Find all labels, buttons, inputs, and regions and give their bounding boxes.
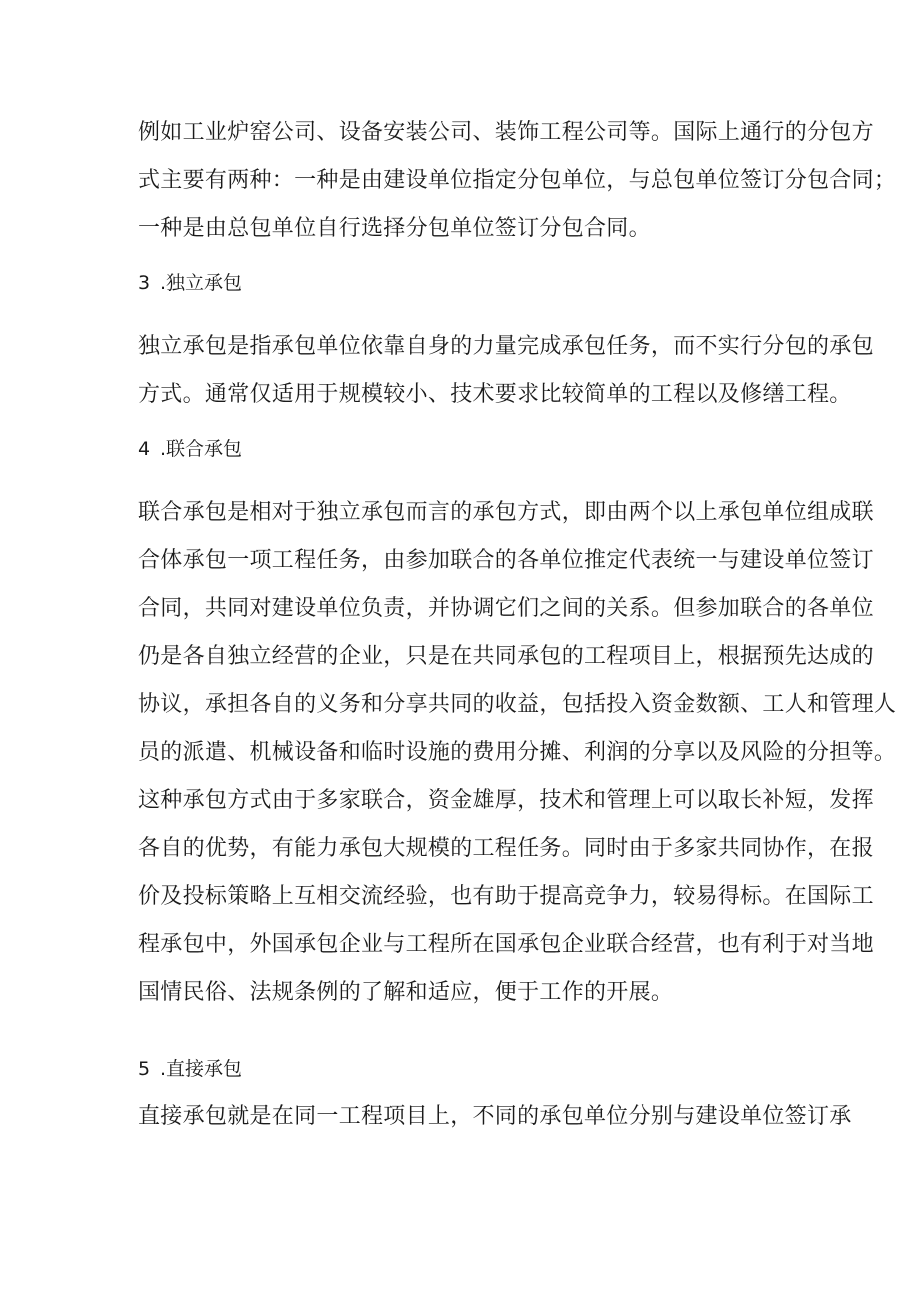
paragraph-line: 合同，共同对建设单位负责，并协调它们之间的关系。但参加联合的各单位 <box>138 596 874 621</box>
paragraph-line: 价及投标策略上互相交流经验，也有助于提高竞争力，较易得标。在国际工 <box>138 884 874 909</box>
section-heading-3 <box>138 269 242 297</box>
section-title: .独立承包 <box>160 272 243 294</box>
paragraph-line: 方式。通常仅适用于规模较小、技术要求比较简单的工程以及修缮工程。 <box>138 382 852 407</box>
section-number: 5 <box>138 1058 151 1080</box>
paragraph-line: 协议，承担各自的义务和分享共同的收益，包括投入资金数额、工人和管理人 <box>138 692 897 717</box>
paragraph-line: 联合承包是相对于独立承包而言的承包方式，即由两个以上承包单位组成联 <box>138 500 874 525</box>
paragraph-line: 直接承包就是在同一工程项目上，不同的承包单位分别与建设单位签订承 <box>138 1104 852 1129</box>
section-number: 3 <box>138 272 151 294</box>
paragraph-line: 独立承包是指承包单位依靠自身的力量完成承包任务，而不实行分包的承包 <box>138 334 874 359</box>
paragraph-line: 式主要有两种：一种是由建设单位指定分包单位，与总包单位签订分包合同； <box>138 168 897 193</box>
section-title: .直接承包 <box>160 1058 243 1080</box>
paragraph-line: 这种承包方式由于多家联合，资金雄厚，技术和管理上可以取长补短，发挥 <box>138 788 874 813</box>
paragraph-line: 仍是各自独立经营的企业，只是在共同承包的工程项目上，根据预先达成的 <box>138 644 874 669</box>
section-heading-4 <box>138 435 242 463</box>
paragraph-line: 合体承包一项工程任务，由参加联合的各单位推定代表统一与建设单位签订 <box>138 548 874 573</box>
paragraph-line: 例如工业炉窑公司、设备安装公司、装饰工程公司等。国际上通行的分包方 <box>138 120 874 145</box>
paragraph-line: 程承包中，外国承包企业与工程所在国承包企业联合经营，也有利于对当地 <box>138 932 874 957</box>
paragraph-line: 国情民俗、法规条例的了解和适应，便于工作的开展。 <box>138 980 674 1005</box>
paragraph-line: 员的派遣、机械设备和临时设施的费用分摊、利润的分享以及风险的分担等。 <box>138 740 897 765</box>
section-heading-5 <box>138 1055 242 1083</box>
section-title: .联合承包 <box>160 438 243 460</box>
paragraph-line: 各自的优势，有能力承包大规模的工程任务。同时由于多家共同协作，在报 <box>138 836 874 861</box>
section-number: 4 <box>138 438 151 460</box>
paragraph-line: 一种是由总包单位自行选择分包单位签订分包合同。 <box>138 216 651 241</box>
